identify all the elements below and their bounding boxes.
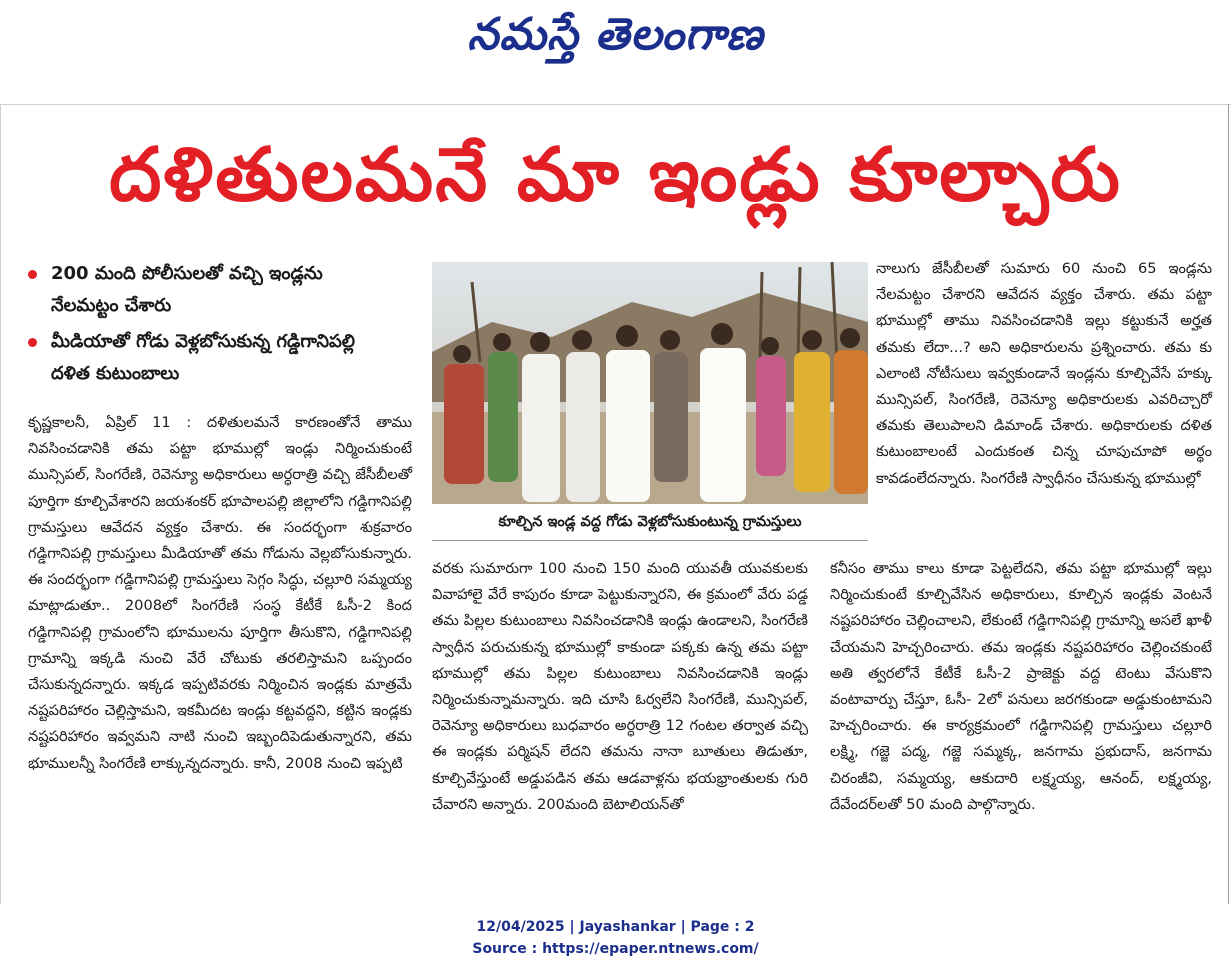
bullet-item <box>28 326 408 390</box>
headline-text: దళితులమనే మా ఇండ్లు కూల్చారు <box>109 132 1122 218</box>
masthead <box>0 0 1231 80</box>
bullet-text: 200 మంది పోలీసులతో వచ్చి ఇండ్లను నేలమట్టం చేశారు <box>51 263 323 316</box>
bullet-text: మీడియాతో గోడు వెళ్లబోసుకున్న గడ్డిగానిపల్లి దళిత కుటుంబాలు <box>51 331 355 384</box>
footer <box>0 916 1231 960</box>
footer-source-line[interactable]: Source : https://epaper.ntnews.com/ <box>472 941 759 957</box>
article-column-1 <box>28 410 412 777</box>
bullet-item <box>28 258 408 322</box>
masthead-logo: నమస్తే తెలంగాణ <box>467 9 764 60</box>
headline <box>0 124 1231 244</box>
article-text: నాలుగు జేసీబీలతో సుమారు 60 నుంచి 65 ఇండ్లను నేలమట్టం చేశారని ఆవేదన వ్యక్తం చేశారు. తమ పట్టా భూముల్లో తాము నివసించడానికి ఇల్లు కట్టుకునే అర్హత తమకు లేదా...? అని అధికారులను ప్రశ్నించారు. తమ కు ఎలాంటి నోటీసులు ఇవ్వకుండానే ఇండ్లను కూల్చివేసే హక్కు మున్సిపల్, సింగరేణి, రెవెన్యూ అధికారులకు ఎవరిచ్చారో తమకు తెలుపాలని డిమాండ్ చేశారు. అధికారులకు దళిత కుటుంబాలంటే ఎందుకంత చిన్న చూపుచూపో అర్థం కావడంలేదన్నారు. సింగరేణి స్వాధీనం చేసుకున్న భూముల్లో <box>876 260 1212 487</box>
article-column-2 <box>432 556 808 818</box>
news-photo <box>432 262 868 504</box>
villagers-photo-image <box>432 262 868 504</box>
bullet-dot-icon <box>28 270 37 279</box>
article-text: కృష్ణకాలనీ, ఏప్రిల్ 11 : దళితులమనే కారణంతోనే తాము నివసించడానికి తమ పట్టా భూముల్లో ఇండ్లు నిర్మించుకుంటే మున్సిపల్, సింగరేణి, రెవెన్యూ అధికారులు అర్ధరాత్రి వచ్చి జేసీబీలతో పూర్తిగా కూల్చివేశారని జయశంకర్ భూపాలపల్లి జిల్లాలోని గడ్డిగానిపల్లి గ్రామస్తులు ఆవేదన వ్యక్తం చేశారు. ఈ సందర్భంగా శుక్రవారం గడ్డిగానిపల్లి గ్రామస్తులు మీడియాతో తమ గోడును వెల్లబోసుకున్నారు. ఈ సందర్భంగా గడ్డిగానిపల్లి గ్రామస్తులు సెగ్గం సిద్ధు, చల్లూరి సమ్మయ్య మాట్లాడుతూ.. 2008లో సింగరేణి సంస్థ కేటీకే ఓసీ-2 కింద గడ్డిగానిపల్లి గ్రామంలోని భూములను పూర్తిగా తీసుకొని, గడ్డిగానిపల్లి గ్రామాన్ని ఇక్కడి నుంచి వేరే చోటుకు తరలిస్తామని ఒప్పందం చేసుకున్నదన్నారు. ఇక్కడ ఇప్పటివరకు నిర్మించిన ఇండ్లకు మాత్రమే నష్టపరిహారం చెల్లిస్తామని, ఇకమీదట ఇండ్లు కట్టవద్దని, కట్టిన ఇండ్లకు నష్టపరిహారం ఇవ్వమని నాటి నుంచి ఇబ్బందిపెడుతున్నారని, తమ భూములన్నీ సింగరేణి లాక్కున్నదన్నారు. కానీ, 2008 నుంచి ఇప్పటి <box>28 414 412 772</box>
bullet-list <box>28 258 408 394</box>
bullet-dot-icon <box>28 338 37 347</box>
photo-caption: కూల్చిన ఇండ్ల వద్ద గోడు వెళ్లబోసుకుంటున్న గ్రామస్తులు <box>432 508 868 541</box>
footer-edition-line: 12/04/2025 | Jayashankar | Page : 2 <box>476 919 755 935</box>
article-text: వరకు సుమారుగా 100 నుంచి 150 మంది యువతీ యువకులకు వివాహాలై వేరే కాపురం కూడా పెట్టుకున్నారని, ఈ క్రమంలో వేరు పడ్డ తమ పిల్లల కుటుంబాలు నివసించడానికి ఇండ్లు ఉండాలని, సింగరేణి స్వాధీన పరుచుకున్న భూముల్లో కాకుండా పక్కకు ఉన్న తమ పట్టా భూముల్లో తమ పిల్లల కుటుంబాలు నివసించడానికి ఇండ్లు నిర్మించుకున్నామన్నారు. ఇది చూసి ఓర్వలేని సింగరేణి, మున్సిపల్, రెవెన్యూ అధికారులు బుధవారం అర్ధరాత్రి 12 గంటల తర్వాత వచ్చి ఈ ఇండ్లకు పర్మిషన్ లేదని తమను నానా బూతులు తిడుతూ, కూల్చివేస్తుంటే అడ్డుపడిన తమ ఆడవాళ్లను భయభ్రాంతులకు గురి చేవారని అన్నారు. 200మంది బెటాలియన్‌తో <box>432 560 808 813</box>
article-column-3-top <box>876 256 1212 492</box>
article-text: కనీసం తాము కాలు కూడా పెట్టలేదని, తమ పట్టా భూముల్లో ఇల్లు నిర్మించుకుంటే కూల్చివేసిన అధికారులు, కూల్చిన ఇండ్లకు వెంటనే నష్టపరిహారం చెల్లించాలని, లేకుంటే గడ్డిగానిపల్లి గ్రామాన్ని అసలే ఖాళీ చేయమని హెచ్చరించారు. తమ ఇండ్లకు నష్టపరిహారం చెల్లించకుంటే అతి త్వరలోనే కేటీకే ఓసీ-2 ప్రాజెక్టు వద్ద టెంటు వేసుకొని వంటావార్పు చేస్తూ, ఓసీ- 2లో పనులు జరగకుండా అడ్డుకుంటామని హెచ్చరించారు. ఈ కార్యక్రమంలో గడ్డిగానిపల్లి గ్రామస్తులు చల్లూరి లక్ష్మి, గజ్జె పద్మ, గజ్జె సమ్మక్క, జనగామ ప్రభుదాస్, జనగామ చిరంజీవి, సమ్మయ్య, ఆకుదారి లక్ష్మయ్య, ఆనంద్, లక్ష్మయ్య, దేవేందర్‌లతో 50 మంది పాల్గొన్నారు. <box>830 560 1212 813</box>
article-column-3-bottom <box>830 556 1212 818</box>
